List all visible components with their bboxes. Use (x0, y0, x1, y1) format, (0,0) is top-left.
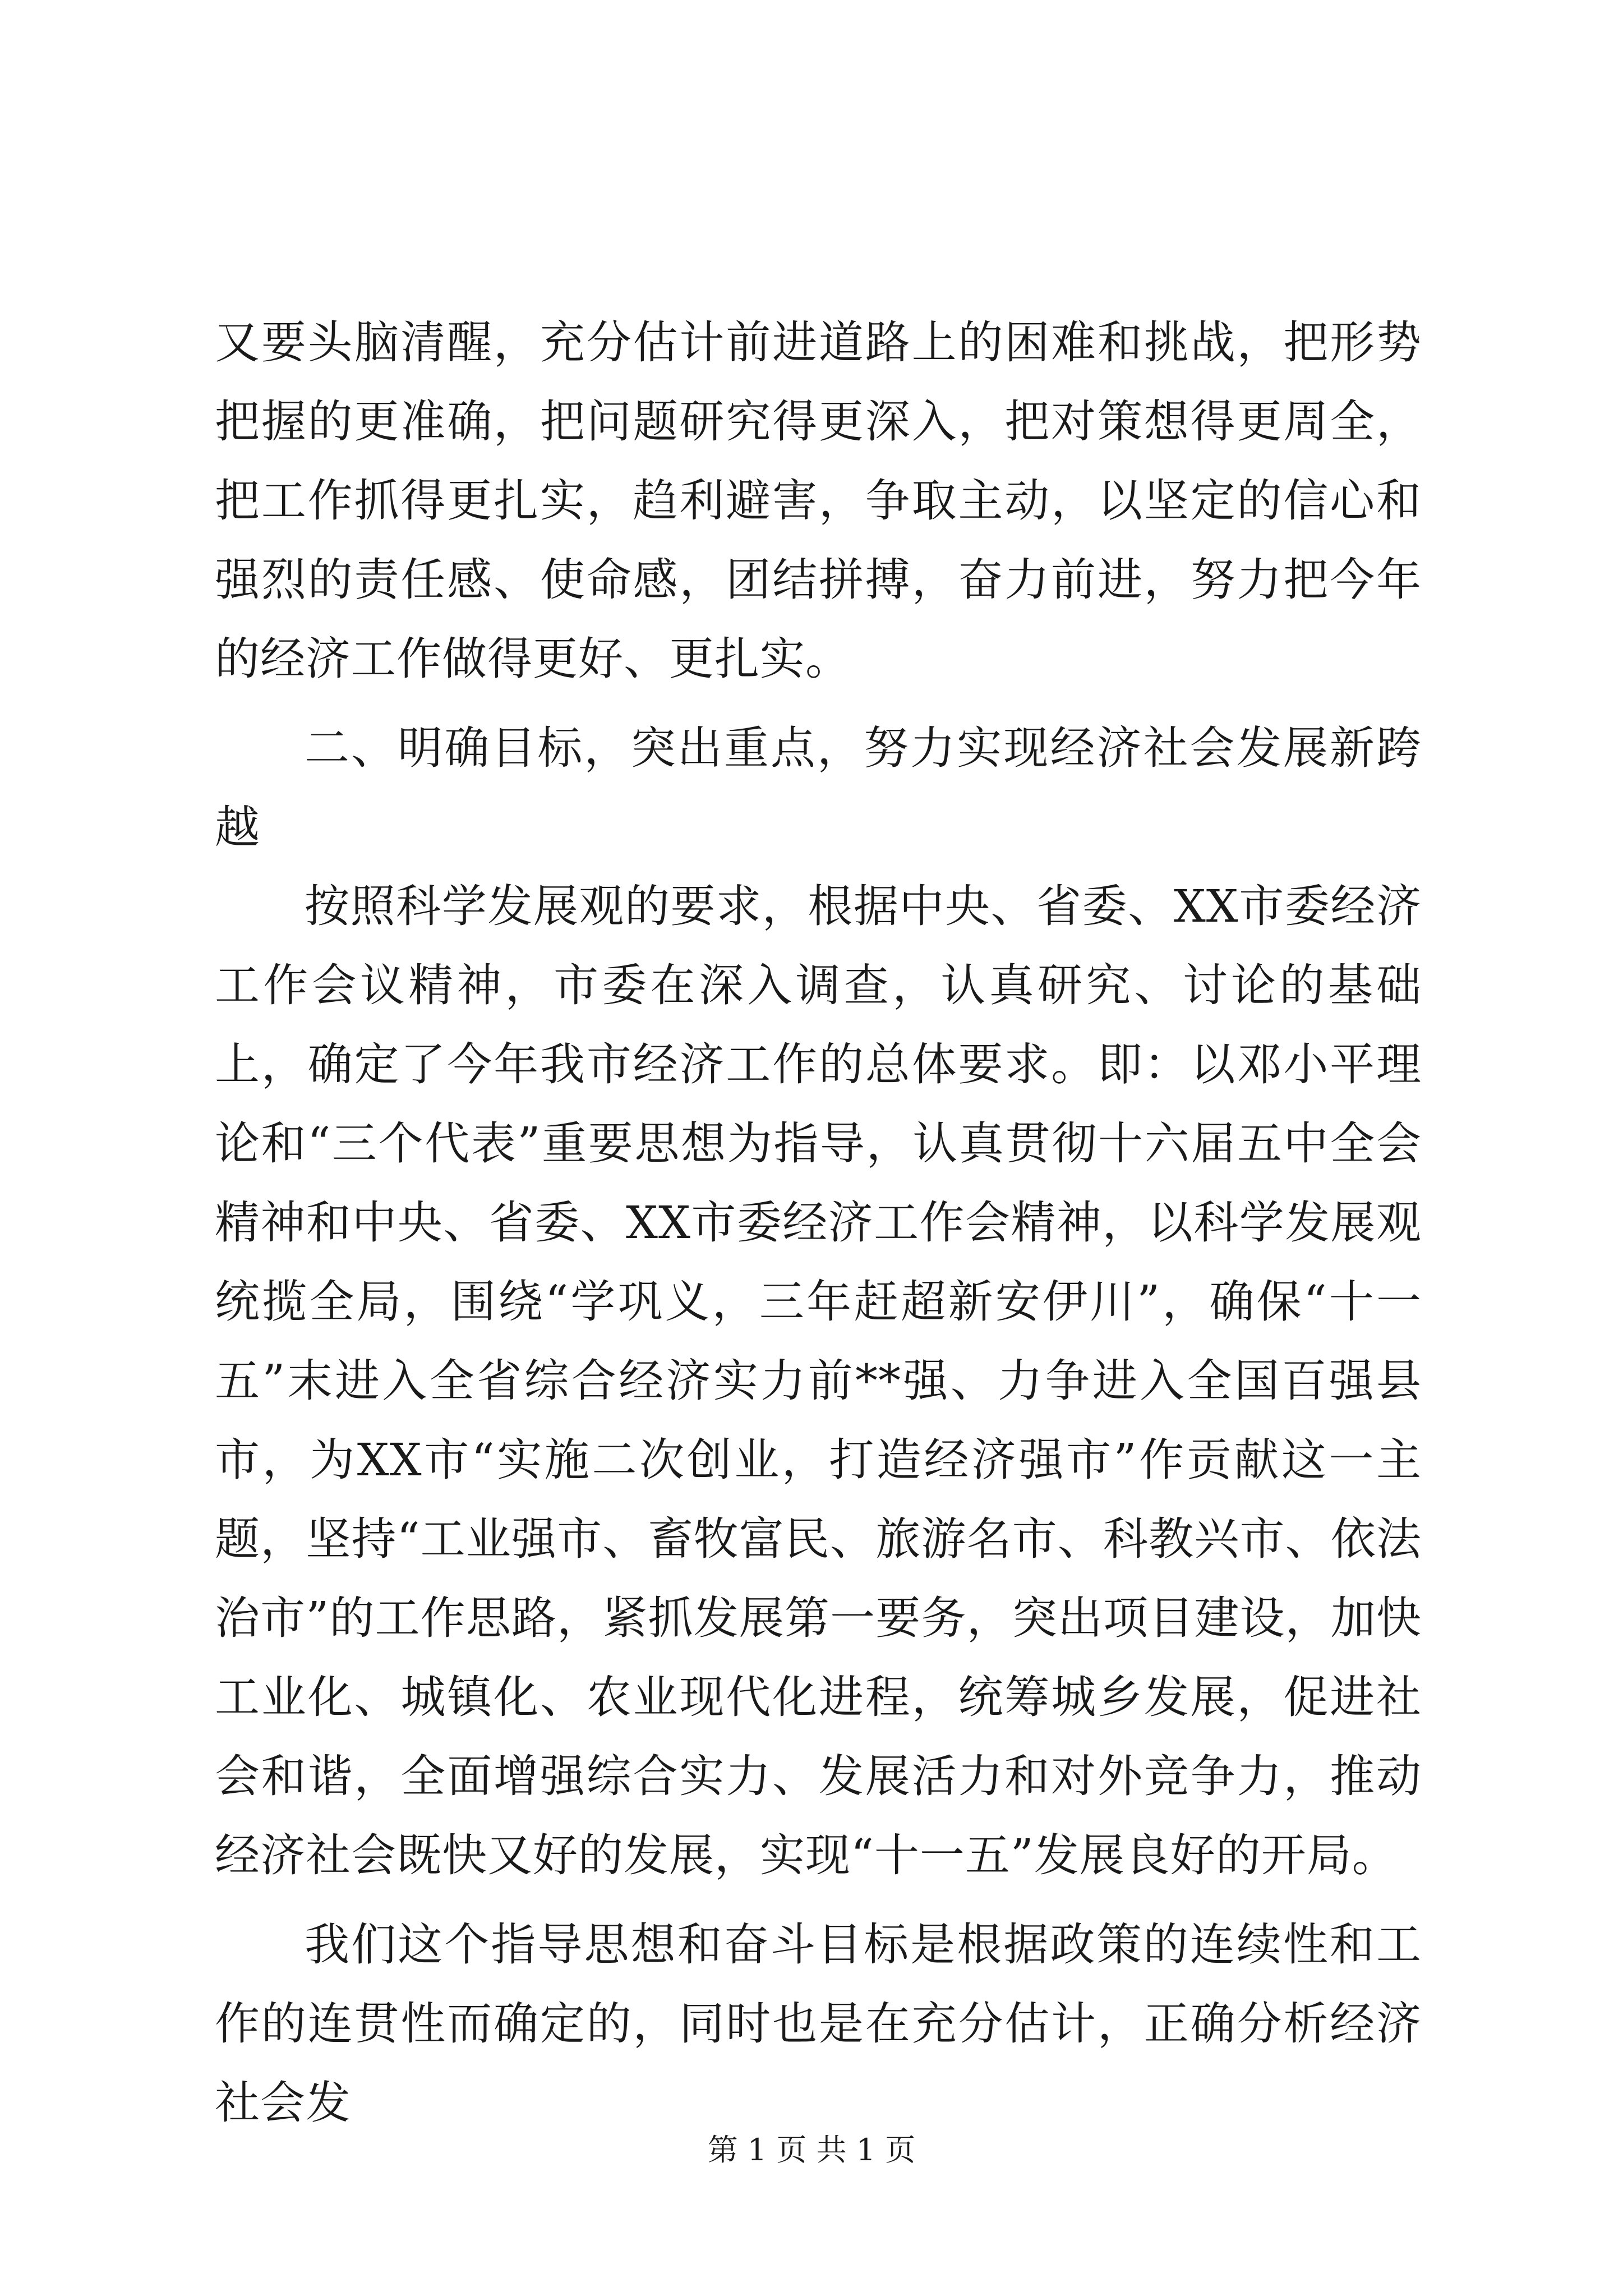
document-body (215, 303, 1422, 2142)
section-heading: 二、明确目标，突出重点，努力实现经济社会发展新跨越 (215, 722, 1422, 853)
paragraph-requirements: 按照科学发展观的要求，根据中央、省委、XX市委经济工作会议精神，市委在深入调查，认真研究、讨论的基础上，确定了今年我市经济工作的总体要求。即：以邓小平理论和“三个代表”重要思想为指导，认真贯彻十六届五中全会精神和中央、省委、XX市委经济工作会精神，以科学发展观统揽全局，围绕“学巩义，三年赶超新安伊川”，确保“十一五”末进入全省综合经济实力前**强、力争进入全国百强县市，为XX市“实施二次创业，打造经济强市”作贡献这一主题，坚持“工业强市、畜牧富民、旅游名市、科教兴市、依法治市”的工作思路，紧抓发展第一要务，突出项目建设，加快工业化、城镇化、农业现代化进程，统筹城乡发展，促进社会和谐，全面增强综合实力、发展活力和对外竞争力，推动经济社会既快又好的发展，实现“十一五”发展良好的开局。 (215, 880, 1422, 1881)
page-footer: 第 1 页 共 1 页 (707, 2132, 916, 2168)
paragraph-continued: 又要头脑清醒，充分估计前进道路上的困难和挑战，把形势把握的更准确，把问题研究得更深入，把对策想得更周全，把工作抓得更扎实，趋利避害，争取主动，以坚定的信心和强烈的责任感、使命感，团结拼搏，奋力前进，努力把今年的经济工作做得更好、更扎实。 (215, 316, 1422, 685)
paragraph-guiding-thought: 我们这个指导思想和奋斗目标是根据政策的连续性和工作的连贯性而确定的，同时也是在充分估计，正确分析经济社会发 (215, 1918, 1422, 2129)
